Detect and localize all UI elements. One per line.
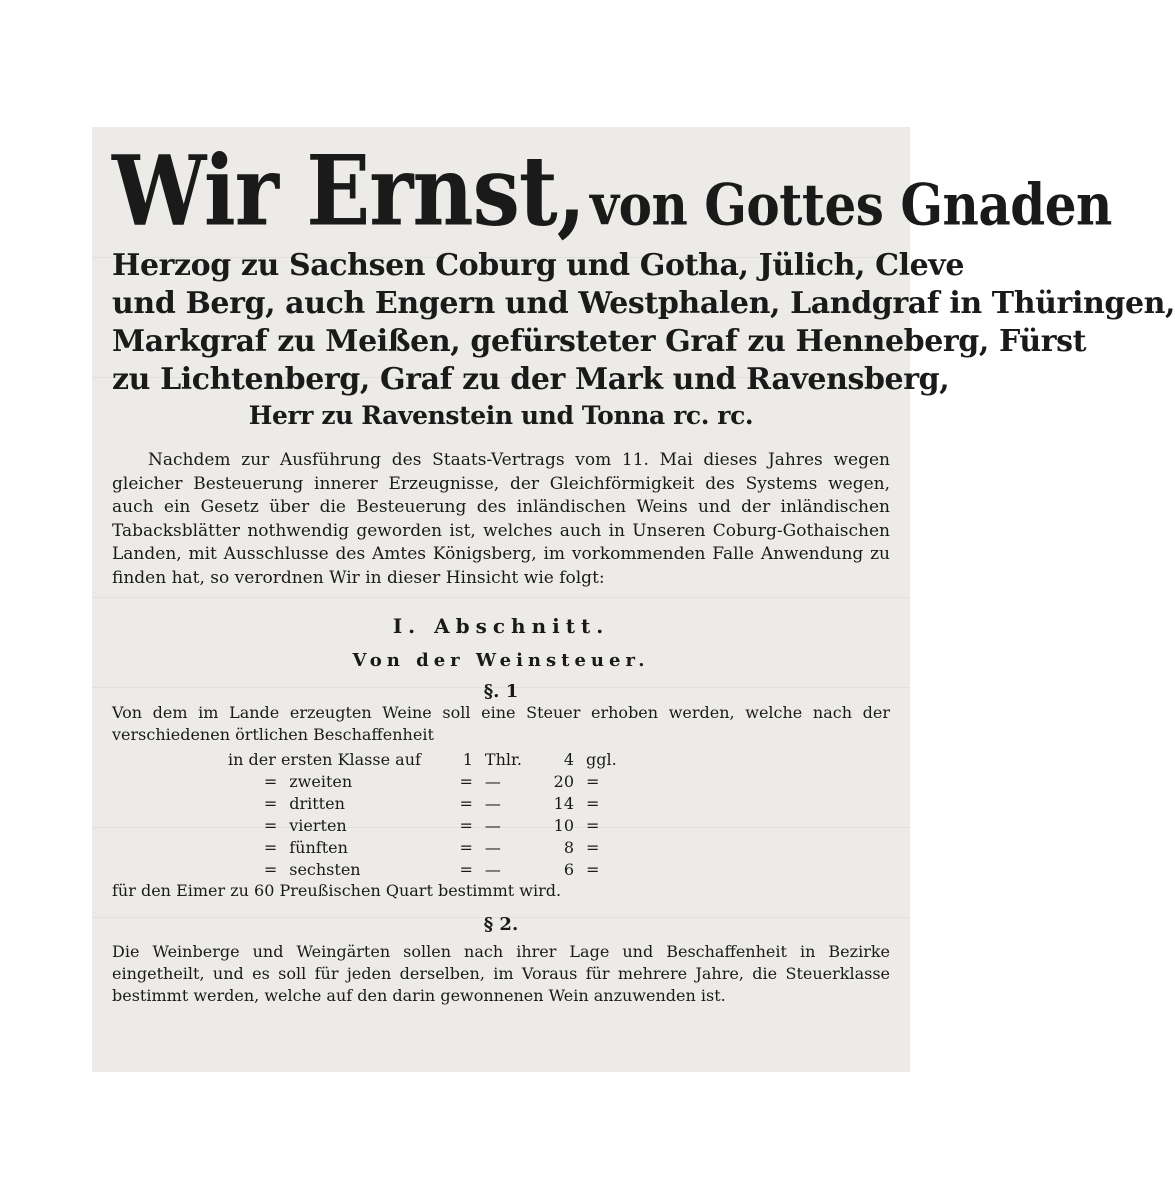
rate-groschen: 4 — [563, 749, 574, 769]
ditto-mark: = — [459, 815, 473, 835]
rate-groschen-unit: ggl. — [586, 749, 617, 769]
ditto-mark: = — [586, 815, 600, 835]
intro-paragraph — [112, 449, 890, 590]
ditto-mark: = — [263, 793, 278, 813]
rate-class: vierten — [289, 815, 347, 835]
tax-rate-table — [222, 748, 890, 880]
rate-groschen: 10 — [553, 815, 574, 835]
document-content — [112, 133, 1175, 1007]
rate-row — [222, 858, 626, 880]
ditto-mark: = — [459, 859, 473, 879]
intro-text: Nachdem zur Ausführung des Staats-Vertrags vom 11. Mai dieses Jahres wegen gleicher Besteuerung innerer Erzeugnisse, der Gleichförmigkeit des Systems wegen, auch ein Gesetz über die Besteuerung des inländischen Weins und der inländischen Tabacksblätter nothwendig geworden ist, welches auch in Unseren Coburg-Gothaischen Landen, mit Ausschlusse des Amtes Königsberg, im vorkommenden Falle Anwendung zu finden hat, so verordnen Wir in dieser Hinsicht wie folgt: — [112, 450, 890, 588]
ditto-mark: = — [586, 837, 600, 857]
section-heading: I. Abschnitt. — [392, 614, 610, 638]
ditto-mark: = — [586, 859, 600, 879]
rate-first-class-label: in der ersten Klasse auf — [228, 749, 421, 769]
title-line-2: Herzog zu Sachsen Coburg und Gotha, Jülich, Cleve — [112, 248, 965, 283]
ditto-mark: = — [586, 771, 600, 791]
rate-row — [222, 814, 626, 836]
rate-dash: — — [484, 793, 501, 813]
paragraph-mark-2: § 2. — [483, 914, 519, 935]
ditto-mark: = — [459, 837, 473, 857]
rate-dash: — — [484, 859, 501, 879]
title-wir-ernst: Wir Ernst, — [112, 133, 585, 248]
title-line-3: und Berg, auch Engern und Westphalen, Landgraf in Thüringen, — [112, 286, 1175, 321]
rate-dash: — — [484, 815, 501, 835]
rate-class: sechsten — [289, 859, 361, 879]
rate-class: zweiten — [289, 771, 353, 791]
rate-row — [222, 792, 626, 814]
ditto-mark: = — [263, 815, 278, 835]
rate-groschen: 6 — [563, 859, 574, 879]
title-line-6: Herr zu Ravenstein und Tonna rc. rc. — [248, 401, 754, 430]
ditto-mark: = — [459, 793, 473, 813]
ditto-mark: = — [263, 859, 278, 879]
rate-dash: — — [484, 837, 501, 857]
rate-row — [222, 748, 626, 770]
rate-class: fünften — [289, 837, 348, 857]
title-line-4: Markgraf zu Meißen, gefürsteter Graf zu Henneberg, Fürst — [112, 324, 1087, 359]
ditto-mark: = — [263, 837, 278, 857]
ditto-mark: = — [263, 771, 278, 791]
rate-thaler-unit: Thlr. — [484, 749, 522, 769]
rate-row — [222, 836, 626, 858]
ditto-mark: = — [459, 771, 473, 791]
section-subheading: Von der Weinsteuer. — [352, 650, 650, 671]
paragraph-1-text: Von dem im Lande erzeugten Weine soll eine Steuer erhoben werden, welche nach der verschiedenen örtlichen Beschaffenheit — [112, 703, 890, 744]
rate-groschen: 20 — [553, 771, 574, 791]
title-line-5: zu Lichtenberg, Graf zu der Mark und Ravensberg, — [112, 362, 950, 397]
rate-thaler: 1 — [462, 749, 473, 769]
title-line-1 — [112, 133, 1112, 248]
rate-groschen: 8 — [563, 837, 574, 857]
rate-row — [222, 770, 626, 792]
rate-groschen: 14 — [553, 793, 574, 813]
paragraph-mark-1: §. 1 — [483, 681, 519, 702]
ditto-mark: = — [586, 793, 600, 813]
document-page — [92, 127, 1175, 1072]
title-von-gottes-gnaden: von Gottes Gnaden — [590, 170, 1112, 239]
paragraph-1-closing: für den Eimer zu 60 Preußischen Quart bestimmt wird. — [112, 881, 562, 900]
rate-dash: — — [484, 771, 501, 791]
rate-class: dritten — [289, 793, 345, 813]
paragraph-2-text: Die Weinberge und Weingärten sollen nach ihrer Lage und Beschaffenheit in Bezirke eingetheilt, und es soll für jeden derselben, im Voraus für mehrere Jahre, die Steuerklasse bestimmt werden, welche auf den darin gewonnenen Wein anzuwenden ist. — [112, 942, 890, 1005]
